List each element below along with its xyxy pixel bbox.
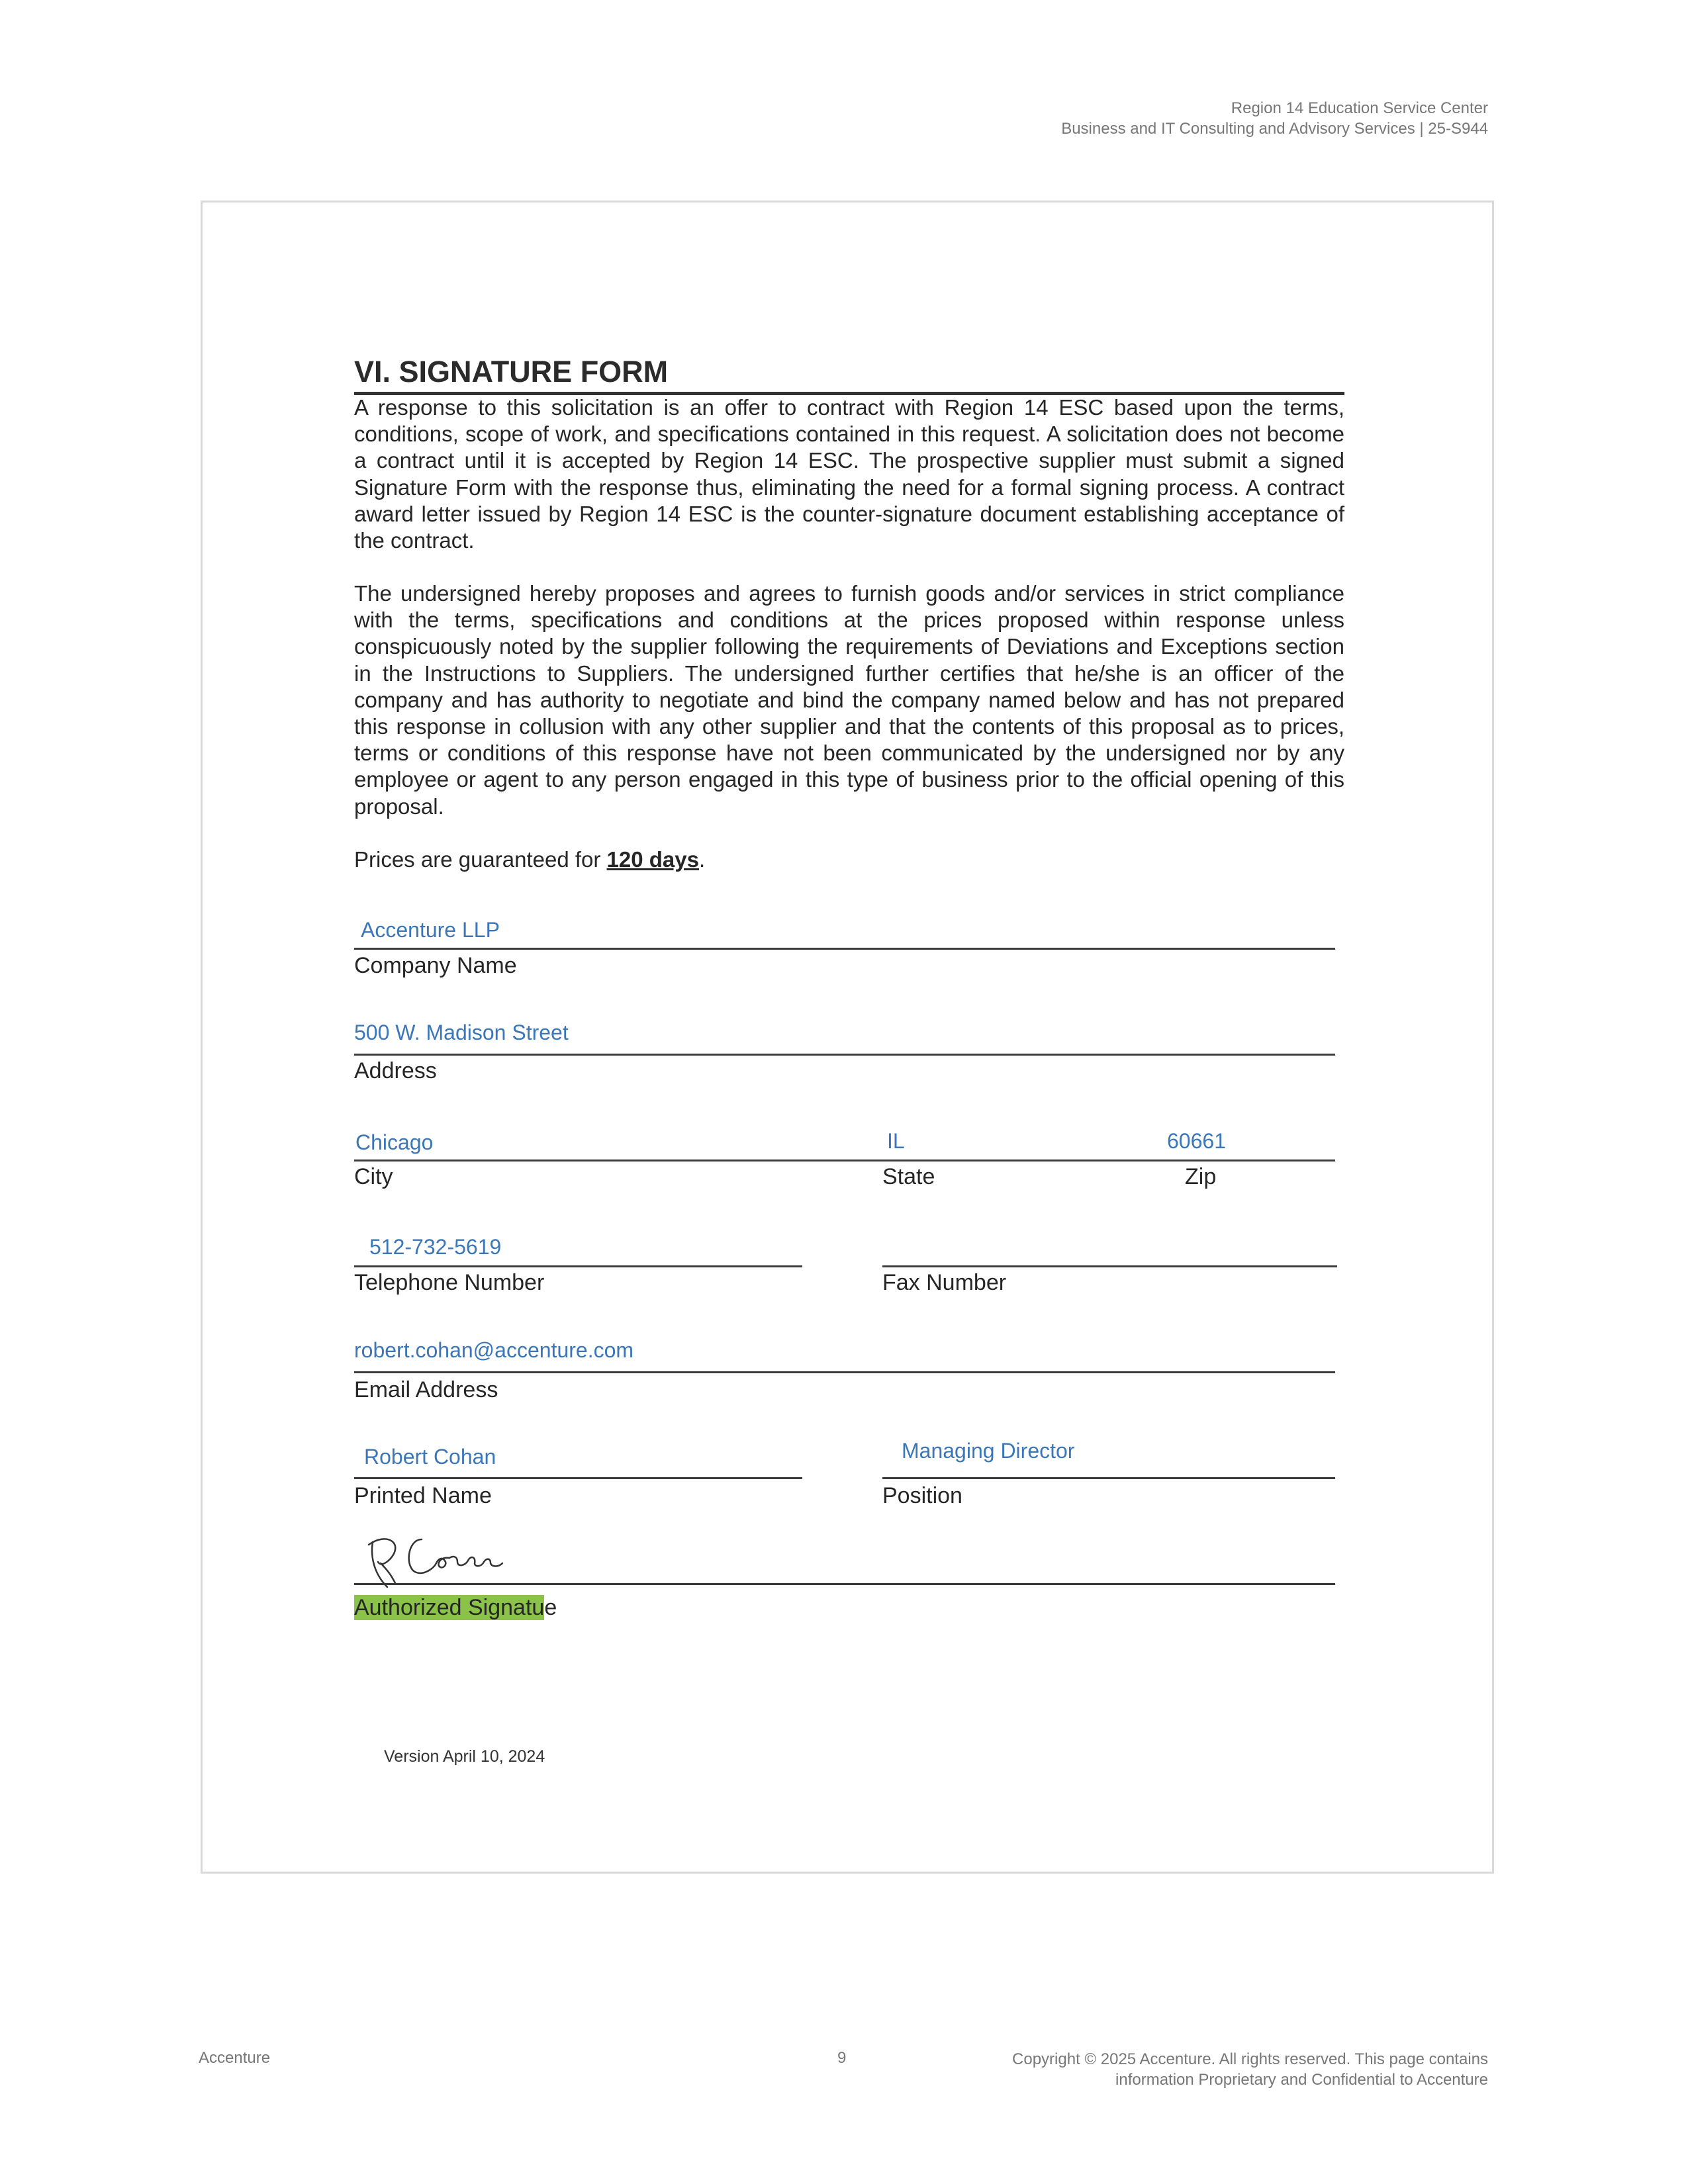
header-organization: Region 14 Education Service Center (1231, 99, 1488, 117)
printed-name-value[interactable]: Robert Cohan (364, 1445, 496, 1469)
city-state-zip-line (354, 1160, 1335, 1161)
handwritten-signature (361, 1529, 526, 1595)
telephone-line (354, 1265, 802, 1267)
signature-label-highlighted: Authorized Signatu (354, 1595, 545, 1620)
page-header (1061, 98, 1488, 139)
position-label: Position (882, 1483, 962, 1508)
address-line (354, 1054, 1335, 1056)
fax-line (882, 1265, 1337, 1267)
header-project: Business and IT Consulting and Advisory Services | 25-S944 (1061, 120, 1488, 138)
state-label: State (882, 1164, 935, 1189)
printed-name-line (354, 1477, 802, 1479)
zip-value[interactable]: 60661 (1167, 1129, 1226, 1153)
telephone-label: Telephone Number (354, 1270, 545, 1295)
fax-label: Fax Number (882, 1270, 1007, 1295)
price-guarantee (354, 847, 705, 872)
address-value[interactable]: 500 W. Madison Street (354, 1021, 569, 1044)
email-line (354, 1371, 1335, 1373)
position-value[interactable]: Managing Director (902, 1439, 1075, 1463)
city-label: City (354, 1164, 393, 1189)
city-value[interactable]: Chicago (355, 1130, 434, 1154)
email-label: Email Address (354, 1377, 498, 1402)
signature-label (354, 1595, 557, 1621)
certification-paragraph: The undersigned hereby proposes and agrees to furnish goods and/or services in strict compliance with the terms, specifications and conditions at the prices proposed within response unless conspicuously noted by the supplier following the requirements of Deviations and Exceptions section in the Instructions to Suppliers. The undersigned further certifies that he/she is an officer of the company and has authority to negotiate and bind the company named below and has not prepared this response in collusion with any other supplier and that the contents of this proposal as to prices, terms or conditions of this response have not been communicated by the undersigned nor by any employee or agent to any person engaged in this type of business prior to the official opening of this proposal. (354, 581, 1344, 819)
footer-company: Accenture (199, 2049, 271, 2067)
copyright-line-2: information Proprietary and Confidential to Accenture (1115, 2071, 1488, 2089)
state-value[interactable]: IL (887, 1129, 905, 1153)
form-version: Version April 10, 2024 (384, 1747, 545, 1766)
company-name-label: Company Name (354, 953, 517, 978)
intro-paragraph: A response to this solicitation is an offer to contract with Region 14 ESC based upon the terms, conditions, scope of work, and specifications contained in this request. A solicitation does not become a contract until it is accepted by Region 14 ESC. The prospective supplier must submit a signed Signature Form with the response thus, eliminating the need for a formal signing process. A contract award letter issued by Region 14 ESC is the counter-signature document establishing acceptance of the contract. (354, 395, 1344, 553)
footer-copyright (892, 2049, 1488, 2090)
zip-label: Zip (1185, 1164, 1217, 1189)
page-number: 9 (837, 2049, 847, 2067)
address-label: Address (354, 1058, 437, 1083)
company-name-line (354, 948, 1335, 950)
email-value[interactable]: robert.cohan@accenture.com (354, 1338, 634, 1362)
company-name-value[interactable]: Accenture LLP (361, 918, 500, 942)
signature-line (354, 1583, 1335, 1585)
signature-label-rest: e (544, 1595, 557, 1620)
price-guarantee-prefix: Prices are guaranteed for (354, 847, 607, 872)
position-line (882, 1477, 1335, 1479)
printed-name-label: Printed Name (354, 1483, 492, 1508)
price-guarantee-days: 120 days (606, 847, 699, 872)
form-title: VI. SIGNATURE FORM (354, 355, 1344, 395)
copyright-line-1: Copyright © 2025 Accenture. All rights reserved. This page contains (1012, 2050, 1488, 2068)
price-guarantee-suffix: . (699, 847, 706, 872)
telephone-value[interactable]: 512-732-5619 (369, 1235, 502, 1259)
